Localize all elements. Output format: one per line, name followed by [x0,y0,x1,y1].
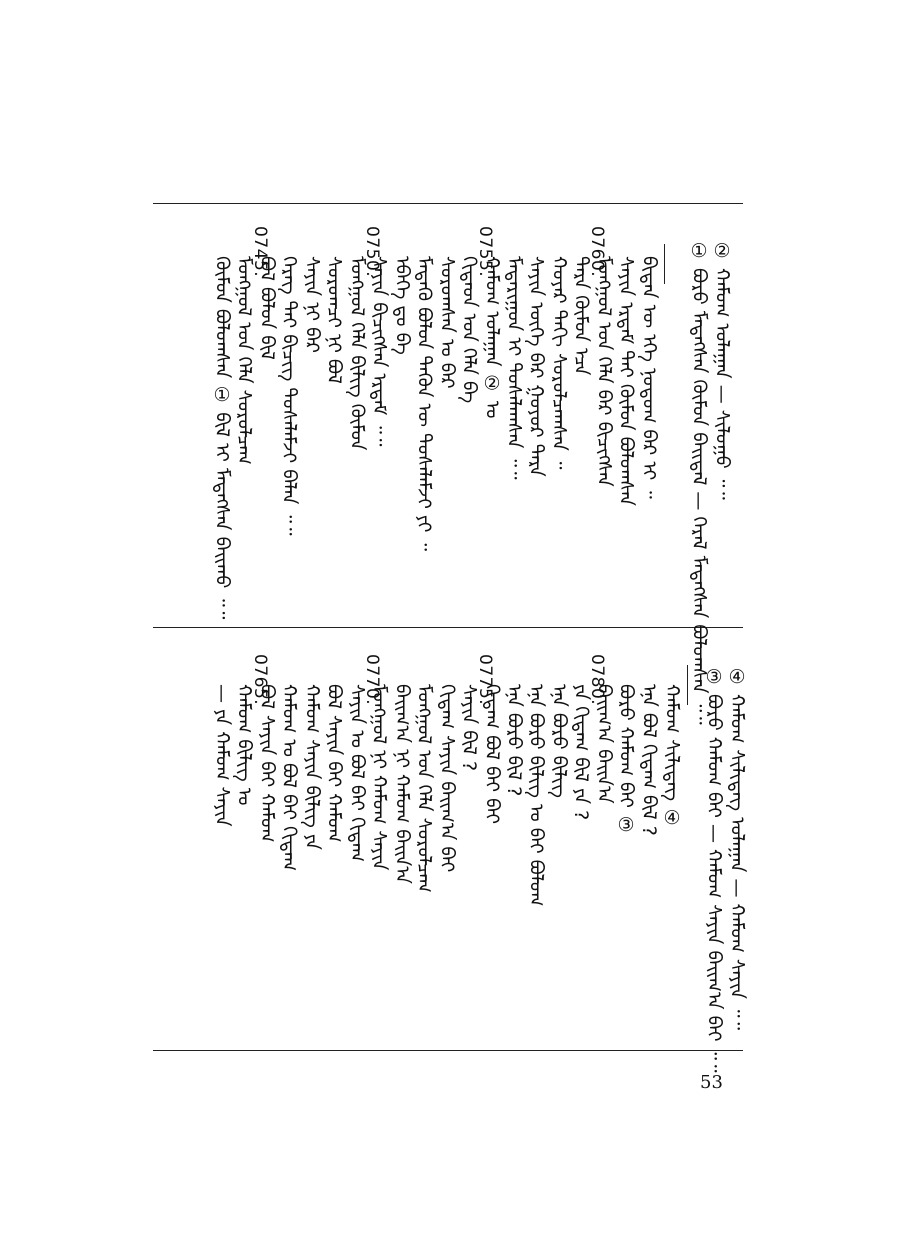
footnote-1: ① ᠪᠤᠷᠤ ᠮᠡᠳᠡᠭᠰᠡᠨ ᠬᠦᠮᠦᠨ ᠪᠠᠢᠳᠠᠯ — ᠭᠡᠷᠡᠯ ᠮᠡᠳᠡᠭᠰᠡᠨ ᠪᠣᠯᠤᠭᠰᠠᠨ ᠃᠃ [688,240,710,725]
verse-line: ᠰᠠᠶᠢᠨ ᠦᠭᠡ ᠪᠠᠷ ᠭᠤᠶᠤᠷ ᠲᠡᠷᠡ [525,256,547,477]
line-number: 0760. [587,226,607,278]
verse-line: ᠬᠡᠷᠡᠭ ᠲᠡᠢ ᠪᠢᠴᠢᠭ ᠲᠤᠰᠠᠯᠠᠮᠵᠢ ᠪᠡᠯᠡᠨ ᠃᠃ [278,256,300,536]
verse-line: ᠡᠨᠡ ᠪᠣᠯ ᠬᠢᠳᠠᠭ ᠪᠢᠯ ? [638,684,660,836]
verse-line: ᠰᠠᠶᠢᠨ ᠪᠢᠯ ? [458,684,480,772]
verse-line: ᠮᠣᠩᠭᠣᠯ ᠤᠨ ᠬᠡᠯᠡ ᠪᠡᠷ ᠪᠢᠴᠢᠭᠰᠡᠨ [593,256,615,487]
verse-line: ᠮᠠᠲᠠᠷᠢᠭᠤᠨ ᠢ ᠲᠤᠰᠠᠯᠠᠭᠰᠠᠨ ᠃᠃ [503,256,525,480]
verse-line: ᠮᠣᠩᠭᠣᠯ ᠨᠢ ᠬᠠᠮᠤᠭ ᠰᠠᠶᠢᠨ [368,684,390,871]
verse-line: ᠪᠣᠯ ᠰᠠᠶᠢᠨ ᠪᠠᠢ ᠬᠠᠮᠤᠭ [323,684,345,843]
verse-line: ᠬᠠᠮᠤᠭ ᠪᠢᠯᠢᠭ ᠤ [233,684,255,806]
verse-line: ᠡᠨᠡ ᠪᠤᠷᠤ ᠪᠢᠯ ? [503,684,525,797]
verse-line: ᠬᠢᠳᠠᠭ ᠪᠣᠯ ᠪᠠᠢ ᠪᠠᠢ [481,684,503,824]
verse-line: ᠪᠠᠢᠭ᠎ᠠ ᠨᠢ ᠬᠠᠮᠤᠭ ᠪᠠᠢᠨ᠎ᠠ [391,684,413,884]
verse-line: ᠪᠤᠷᠤ ᠬᠠᠮᠤᠭ ᠪᠠᠢ ③ [615,684,637,836]
verse-line: ᠰᠤᠷᠤᠭᠴᠢ ᠨᠢ ᠪᠤᠯ [323,256,345,384]
verse-line: ᠪᠢᠳᠡᠨ ᠦ ᠡᠬᠡ ᠨᠤᠲᠤᠭ ᠪᠡᠷ ᠢ ᠃ [638,256,660,499]
line-number: 0745. [250,226,270,278]
verse-line: ᠪᠣᠯ ᠰᠠᠶᠢᠨ ᠪᠠᠢ ᠬᠠᠮᠤᠭ [256,684,278,843]
verse-line: ᠮᠣᠩᠭᠣᠯ ᠬᠡᠯᠡ ᠪᠢᠯᠢᠭ ᠬᠦᠮᠦᠨ [346,256,368,451]
verse-line: ᠶᠠ ᠬᠢᠳᠠᠭ ᠪᠢᠯ ᠶᠠ ? [570,684,592,821]
verse-line: ᠡᠨᠡ ᠪᠤᠷᠤ ᠪᠢᠯᠢᠭ ᠤ ᠪᠠᠢ ᠪᠤᠯᠤᠭ [525,684,547,907]
verse-line: ᠰᠠᠶᠢᠨ ᠨᠢ ᠪᠠᠷ [301,256,323,354]
verse-line: ᠬᠦᠮᠦᠨ ᠪᠣᠯᠤᠭᠰᠠᠨ ① ᠪᠢᠯ ᠢ ᠮᠡᠳᠡᠭᠰᠡᠨ ᠪᠠᠢᠬᠤ ᠃᠃ [211,256,233,620]
verse-line: ᠬᠠᠮᠤᠭ ᠤ ᠪᠣᠯ ᠪᠠᠢ ᠬᠢᠳᠠᠭ [278,684,300,872]
verse-line: ᠡᠨᠡ ᠪᠤᠷᠤ ᠪᠢᠯᠢᠭ [548,684,570,798]
bottom-rule [153,1050,743,1051]
page-number: 53 [700,1072,723,1093]
verse-line: ᠲᠡᠷᠡ ᠬᠦᠮᠦᠨ ᠡᠴᠡ [570,256,592,376]
verse-line: ᠰᠠᠶᠢᠨ ᠪᠢᠴᠢᠭᠰᠡᠨ ᠡᠷᠳᠡᠮ ᠃᠃ [368,256,390,447]
verse-line: ᠮᠣᠩᠭᠣᠯ ᠤᠨ ᠬᠡᠯᠡ ᠰᠤᠷᠤᠯᠴᠠᠭ [233,256,255,465]
line-number: 0750. [362,226,382,278]
verse-line: ᠪᠣᠯ ᠪᠤᠯᠤᠨ ᠪᠢᠯ [256,256,278,360]
verse-line: ᠪᠠᠢᠭ᠎ᠠ ᠪᠠᠢᠨ᠎ᠠ [593,684,615,804]
verse-line: ᠬᠣᠶᠠᠷ ᠳᠠᠬᠢ ᠰᠤᠷᠤᠯᠴᠠᠭᠰᠠᠨ ᠃ [548,256,570,470]
line-number: 0780. [587,654,607,706]
verse-line: ᠰᠠᠶᠢᠨ ᠡᠷᠳᠡᠮ ᠲᠠᠢ ᠬᠦᠮᠦᠨ ᠪᠤᠯᠤᠭᠰᠠᠨ [615,256,637,507]
line-number: 0775. [475,654,495,706]
middle-rule [153,627,743,628]
line-number: 0755. [475,226,495,278]
verse-line: ᠬᠠᠮᠤᠭ ᠰᠠᠶᠢᠨ ᠪᠢᠯᠢᠭ ᠶᠠ [301,684,323,851]
footnote-4: ④ ᠬᠠᠮᠤᠭ ᠰᠢᠯᠢᠳᠡᠭ ᠤᠯᠠᠭᠠᠨ — ᠬᠠᠮᠤᠭ ᠰᠠᠶᠢᠨ ᠃᠃ [726,666,748,1031]
line-number: 0770. [362,654,382,706]
footnote-2: ② ᠬᠠᠮᠤᠭ ᠤᠯᠠᠭᠠᠨ — ᠰᠢᠯᠤᠭᠤ ᠃᠃ [711,240,733,500]
bottom-block [150,654,748,1073]
top-rule [153,203,743,204]
verse-line: ᠬᠢᠲᠠᠳ ᠤᠨ ᠬᠡᠯᠡ ᠪᠡ [458,256,480,404]
line-number: 0765. [250,654,270,706]
verse-line: ᠬᠠᠮᠤᠭ ᠰᠢᠯᠢᠳᠡᠭ ④ [661,684,683,830]
verse-line: ᠬᠢᠳᠠᠭ ᠰᠠᠶᠢᠨ ᠪᠠᠢᠭ᠎ᠠ ᠪᠠᠢ [436,684,458,873]
footnote-3: ③ ᠪᠤᠷᠤ ᠬᠠᠮᠤᠭ ᠪᠠᠢ — ᠬᠠᠮᠤᠭ ᠰᠠᠶᠢᠨ ᠪᠠᠢᠭ᠎ᠠ ᠪᠠᠢ ᠃᠃ [703,666,725,1073]
verse-line: ᠡᠪᠡᠭᠡ ᠳᠤ ᠪᠡ [391,256,413,355]
verse-line: ᠮᠡᠳᠡᠬᠦ ᠪᠤᠯᠤᠨ ᠲᠡᠭᠦᠨ ᠦ ᠲᠤᠰᠠᠯᠠᠮᠵᠢ ᠶᠢ ᠃ [413,256,435,551]
verse-line: ᠬᠠᠮᠤᠭ ᠤᠯᠠᠭᠠᠨ ② ᠤ [481,256,503,419]
verse-line: ᠰᠤᠷᠤᠭᠰᠠᠨ ᠤ ᠪᠠᠷ [436,256,458,389]
verse-line: ᠰᠠᠶᠢᠨ ᠤ ᠪᠣᠯ ᠪᠠᠢ ᠬᠢᠳᠠᠭ [346,684,368,862]
verse-line: ᠮᠣᠩᠭᠣᠯ ᠤᠨ ᠬᠡᠯᠡ ᠰᠤᠷᠤᠯᠴᠠᠭ [413,684,435,893]
verse-line: — ᠶᠠ ᠬᠠᠮᠤᠭ ᠰᠠᠶᠢᠨ [211,684,233,827]
